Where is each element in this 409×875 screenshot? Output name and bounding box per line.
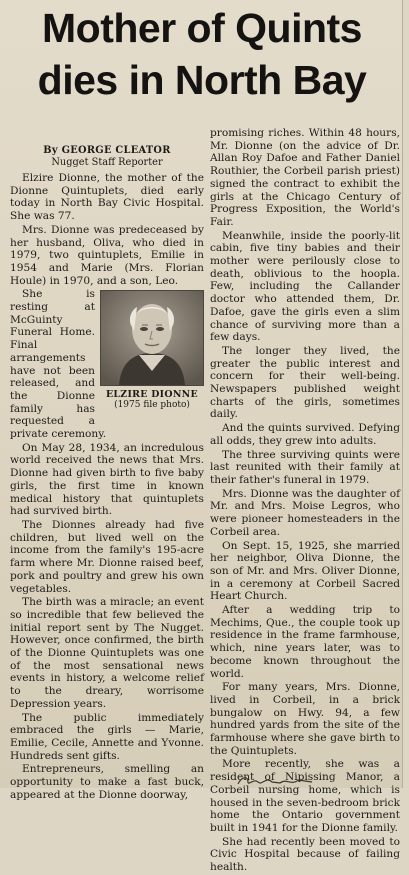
byline-role: Nugget Staff Reporter bbox=[51, 157, 163, 168]
col1-paragraph: Mrs. Dionne was predeceased by her husband, Oliva, who died in 1979, two quintuplets, Emilie in 1954 and Marie (Mrs. Florian Houle) in 1970, and a son, Leo. bbox=[10, 223, 204, 287]
col2-paragraph: The longer they lived, the greater the public interest and concern for their well-being. Newspapers published weight charts of the girls, sometimes daily. bbox=[210, 344, 400, 421]
col2-paragraph: More recently, she was a resident of Nipissing Manor, a Corbeil nursing home, which is housed in the seven-bedroom brick home the Ontario government built in 1941 for the Dionne family. bbox=[210, 758, 400, 834]
col2-paragraph: promising riches. Within 48 hours, Mr. Dionne (on the advice of Dr. Allan Roy Dafoe and Father Daniel Routhier, the Corbeil parish priest) signed the contract to exhibit the girls at the Chicago Century of Progress Exposition, the World's Fair. bbox=[210, 127, 400, 228]
col1-paragraph: On May 28, 1934, an incredulous world received the news that Mrs. Dionne had given birth to five baby girls, the first time in known medical history that quintuplets had survived birth. bbox=[10, 441, 204, 518]
handwritten-signature-mark bbox=[236, 774, 316, 792]
headline-line-2: dies in North Bay bbox=[37, 57, 367, 103]
article-column-2 bbox=[210, 127, 400, 875]
col2-paragraph: Mrs. Dionne was the daughter of Mr. and Mrs. Moise Legros, who were pioneer homesteaders in the Corbeil area. bbox=[210, 487, 400, 538]
photo-caption-note: (1975 file photo) bbox=[114, 400, 190, 411]
article-column-1 bbox=[10, 145, 204, 802]
col2-paragraph: The three surviving quints were last reunited with their family at their father's funeral in 1979. bbox=[210, 448, 400, 486]
col2-paragraph: Meanwhile, inside the poorly-lit cabin, five tiny babies and their mother were perilously close to death, oblivious to the hoopla. Few, including the Callander doctor who attended them, Dr. Dafoe, gave the girls even a slim chance of surviving more than a few days. bbox=[210, 229, 400, 344]
col2-paragraph: For many years, Mrs. Dionne, lived in Corbeil, in a brick bungalow on Hwy. 94, a few hundred yards from the site of the farmhouse where she gave birth to the Quintuplets. bbox=[210, 681, 400, 757]
col1-paragraph: She is resting at McGuinty Funeral Home. Final arrangements have not been released, and the Dionne family has requested a private ceremony. bbox=[10, 288, 107, 441]
col2-paragraph: And the quints survived. Defying all odds, they grew into adults. bbox=[210, 422, 400, 447]
col1-paragraph: The public immediately embraced the girls — Marie, Emilie, Cecile, Annette and Yvonne. Hundreds sent gifts. bbox=[10, 711, 204, 762]
col2-paragraph: On Sept. 15, 1925, she married her neighbor, Oliva Dionne, the son of Mr. and Mrs. Oliver Dionne, in a ceremony at Corbeil Sacred Heart Church. bbox=[210, 539, 400, 603]
portrait-photo bbox=[100, 290, 204, 416]
headline-line-1: Mother of Quints bbox=[42, 5, 362, 51]
col2-paragraph: After a wedding trip to Mechims, Que., the couple took up residence in the frame farmhouse, which, nine years later, was to become known throughout the world. bbox=[210, 604, 400, 680]
col1-paragraph: The birth was a miracle; an event so incredible that few believed the initial report sent by The Nugget. However, once confirmed, the birth of the Dionne Quintuplets was one of the most sensational news events in history, a welcome relief to the dreary, worrisome Depression years. bbox=[10, 596, 204, 710]
byline-author: By GEORGE CLEATOR bbox=[43, 145, 171, 156]
col1-paragraph: Entrepreneurs, smelling an opportunity to make a fast buck, appeared at the Dionne doorway, bbox=[10, 763, 204, 801]
photo-caption-name: ELZIRE DIONNE bbox=[105, 389, 199, 401]
col1-paragraph: Elzire Dionne, the mother of the Dionne Quintuplets, died early today in North Bay Civic Hospital. She was 77. bbox=[10, 172, 204, 223]
headline bbox=[8, 2, 396, 106]
col2-paragraph: She had recently been moved to Civic Hospital because of failing health. bbox=[210, 835, 400, 874]
portrait-image bbox=[100, 290, 204, 386]
byline bbox=[10, 145, 204, 169]
col1-paragraph: The Dionnes already had five children, but lived well on the income from the family's 195-acre farm where Mr. Dionne raised beef, pork and poultry and grew his own vegetables. bbox=[10, 518, 204, 595]
